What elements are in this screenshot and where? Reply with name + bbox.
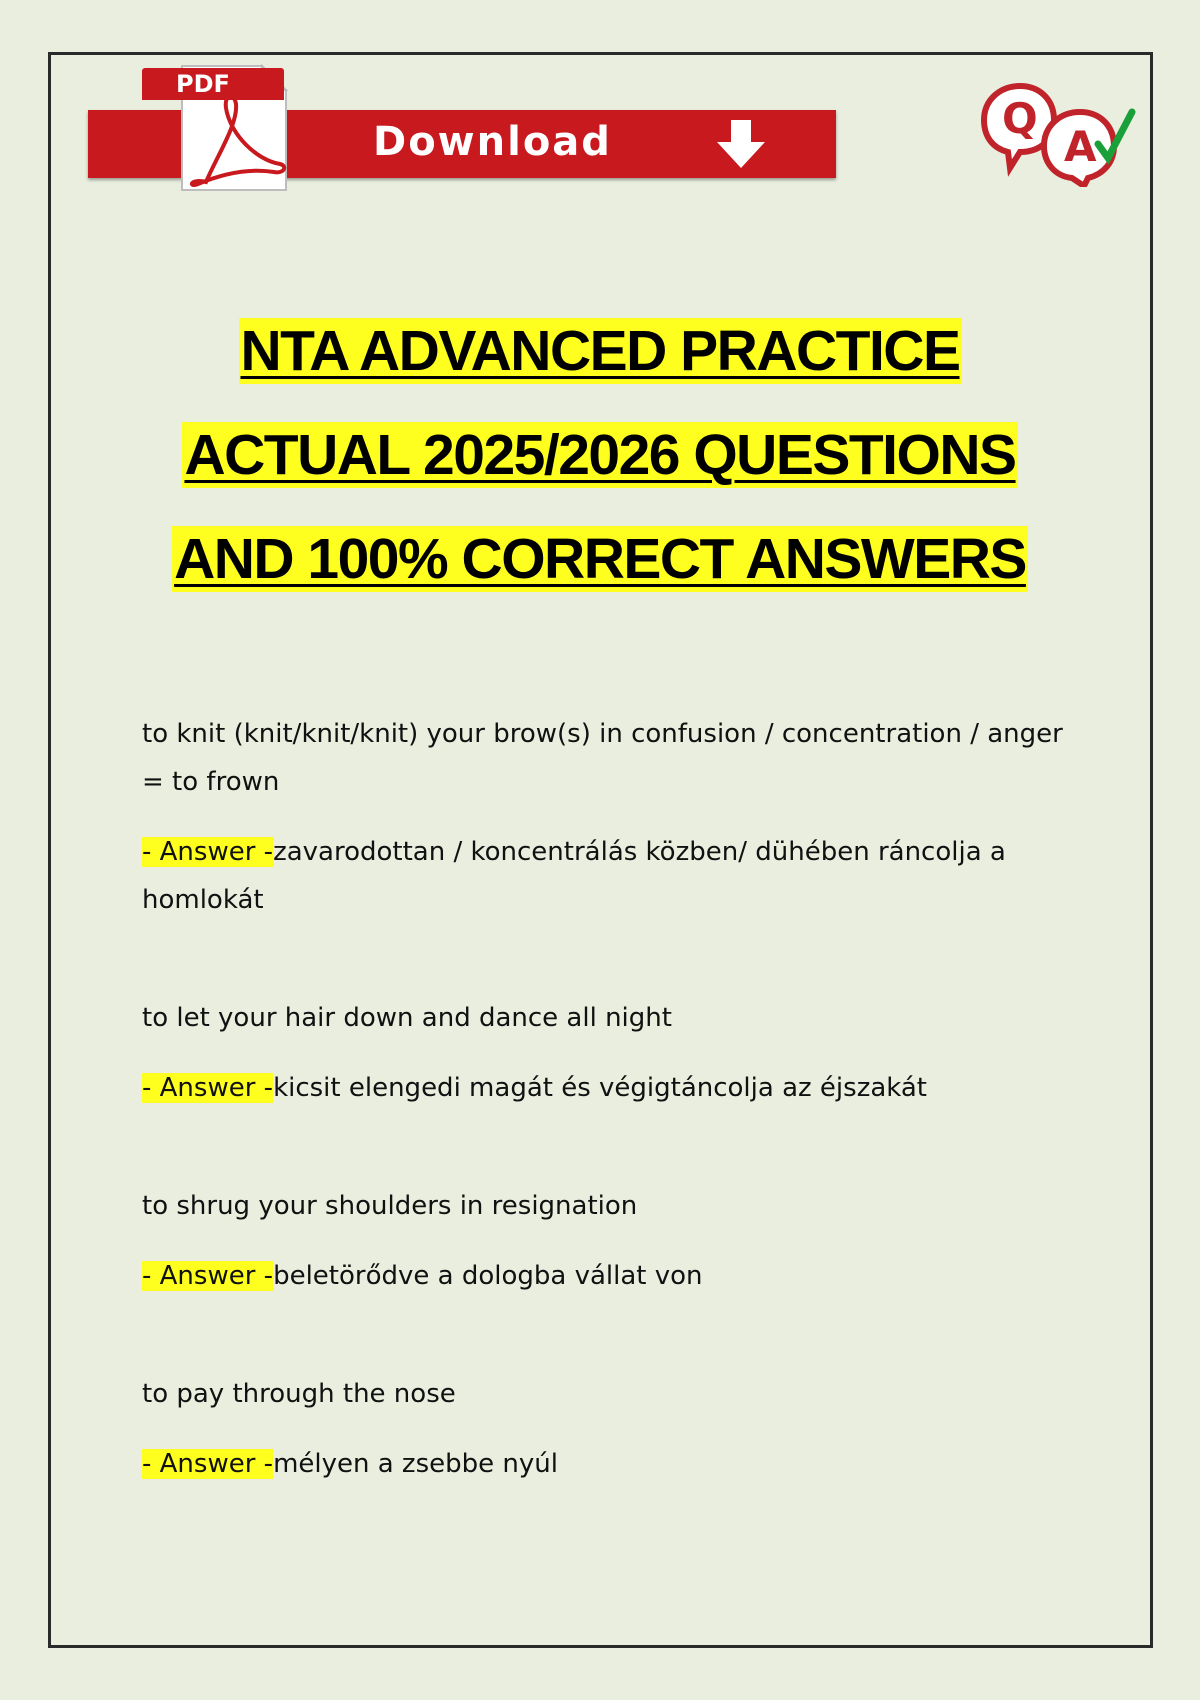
- question: to shrug your shoulders in resignation: [142, 1191, 638, 1221]
- a-letter: A: [1064, 122, 1097, 171]
- question: to knit (knit/knit/knit) your brow(s) in confusion / concentration / anger = to frown: [142, 719, 1063, 797]
- qa-item: [142, 1370, 1082, 1488]
- answer: [142, 1252, 1082, 1300]
- q-letter: Q: [1002, 94, 1038, 143]
- answer-text: beletörődve a dologba vállat von: [273, 1261, 703, 1291]
- qa-item: [142, 710, 1082, 924]
- qa-item: [142, 1182, 1082, 1300]
- answer: [142, 828, 1082, 924]
- qa-logo: [980, 82, 1140, 187]
- pdf-label: PDF: [142, 68, 284, 100]
- answer: [142, 1440, 1082, 1488]
- answer-prefix: - Answer -: [142, 1449, 274, 1479]
- answer: [142, 1064, 1082, 1112]
- answer-text: zavarodottan / koncentrálás közben/ dühében ráncolja a homlokát: [142, 837, 1006, 915]
- answer-prefix: - Answer -: [142, 837, 274, 867]
- answer-prefix: - Answer -: [142, 1073, 274, 1103]
- pdf-download-banner[interactable]: [88, 64, 836, 192]
- answer-text: mélyen a zsebbe nyúl: [273, 1449, 558, 1479]
- download-arrow-icon: [713, 116, 769, 172]
- question: to let your hair down and dance all night: [142, 1003, 672, 1033]
- pdf-document-icon: [138, 64, 288, 191]
- answer-prefix: - Answer -: [142, 1261, 274, 1291]
- title-line-1: NTA ADVANCED PRACTICE: [240, 319, 960, 383]
- answer-text: kicsit elengedi magát és végigtáncolja az éjszakát: [273, 1073, 927, 1103]
- qa-list: [142, 710, 1082, 1558]
- qa-item: [142, 994, 1082, 1112]
- document-title: [60, 318, 1140, 630]
- download-label: Download: [373, 119, 612, 165]
- title-line-2: ACTUAL 2025/2026 QUESTIONS: [184, 423, 1016, 487]
- question: to pay through the nose: [142, 1379, 456, 1409]
- title-line-3: AND 100% CORRECT ANSWERS: [174, 527, 1026, 591]
